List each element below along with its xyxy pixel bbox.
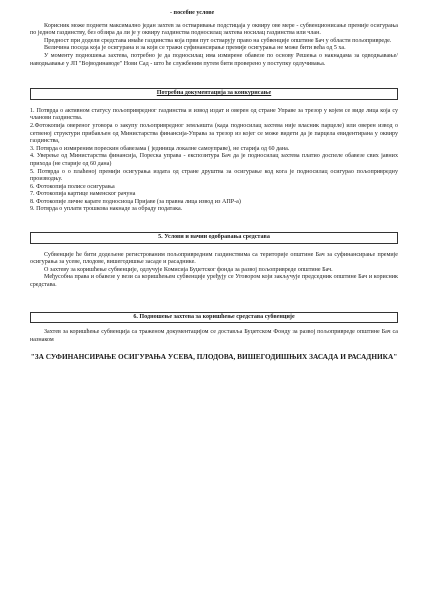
section5-paragraph-3: Међусобна права и обавезе у вези са коришћењем субвенције уређују се Уговором који закључује председник општине Бач и корисник средстава.	[30, 274, 398, 289]
intro-paragraph-4: У моменту подношења захтева, потребно је да подносилац има измирене обавезе по основу Решења о накнадама за одводњавање/наводњавање у ЈП "Војводинаводе" Нови Сад - што ће службеним путем бити проверено у поступку одлучивања.	[30, 52, 398, 67]
list-item: 6. Фотокопија полисе осигурања	[30, 183, 115, 190]
section6-title: 6. Подношење захтева за коришћење средстава субвенције	[133, 313, 295, 320]
list-item: 8. Фотокопије личне карате подносиоца Пријаве (за правна лица извод из АПР-а)	[30, 198, 241, 205]
section5-paragraph-2: О захтеву за коришћење субвенције, одлучује Комисија Буџетског фонда за развој пољопривреде општине Бач.	[44, 266, 333, 273]
section6-emphasis: "ЗА СУФИНАНСИРАЊЕ ОСИГУРАЊА УСЕВА, ПЛОДОВА, ВИШЕГОДИШЊИХ ЗАСАДА И РАСАДНИКА"	[30, 351, 398, 361]
documentation-heading-box	[30, 88, 398, 100]
intro-paragraph-1: Корисник може поднети максимално један захтев за остваривање подстицаја у оквиру ове мере - субвенционисање премије осигурања по једном газдинству, без обзира да ли је у оквиру газдинства подносилац захтева носилац газдинства или члан.	[30, 22, 398, 37]
section6-heading-box	[30, 312, 398, 324]
list-item: 1. Потврда о активном статусу пољопривредног газдинства и извод издат и оверен од стране Управе за трезор у којем се виде лица која су чланови газдинства.	[30, 107, 398, 122]
top-heading: - посебне услове	[170, 10, 215, 16]
section5-heading-box	[30, 232, 398, 244]
documentation-title: Потребна документација за конкурисање	[156, 90, 272, 97]
list-item: 5. Потврда о о плаћеној премији осигурања издата од стране друштва за осигурање код кога је подносилац осигурао пољопривредну производњу.	[30, 168, 398, 183]
list-item: 2.Фотокопија овереног уговора о закупу пољопривредног земљишта (када подносилац захтева није власник парцеле) или оверен извод о сетвеној структури прибављен од Министарства финансија-Управа за трезор из којег се може видети да је парцела евидентирана у оквиру газдинства,	[30, 122, 398, 145]
list-item: 3. Потврда о измиреним порескин обавезама ( јединица локалне самоуправе), не старија од 60 дана.	[30, 145, 290, 152]
list-item: 4. Уверење од Министарства финансија, Пореска управа - експозитура Бач да је подносилац захтева платио доспеле обавезе свих јавних прихода (не старије од 60 дана)	[30, 153, 398, 167]
intro-paragraph-3: Величина поседа која је осигурана и за који се тражи суфинансирање премије осигурања не може бити већа од 5 ха.	[44, 45, 346, 52]
list-item: 7. Фотокопија картице наменског рачуна	[30, 191, 136, 198]
documentation-list	[30, 108, 398, 214]
intro-paragraph-2: Предност при додели средстава имаће газдинства која први пут остварују право на субвенције општине Бач у области пољопривреде.	[44, 37, 392, 44]
section5-paragraph-1: Субвенције ће бити додељене регистрованим пољопривредним газдинствима са територије општине Бач за суфинансирање премије осигурања за усеве, плодове, вишегодишње засаде и расаднике.	[30, 251, 398, 266]
list-item: 9. Потврда о уплати трошкова накнаде за обраду података.	[30, 206, 183, 213]
section6-paragraph: Захтев за коришћење субвенција са траженом документацијом се доставља Буџетском Фонду за развој пољопривреде општине Бач са назнаком	[30, 329, 398, 343]
section5-title: 5. Услови и начин одобравања средстава	[158, 234, 270, 241]
